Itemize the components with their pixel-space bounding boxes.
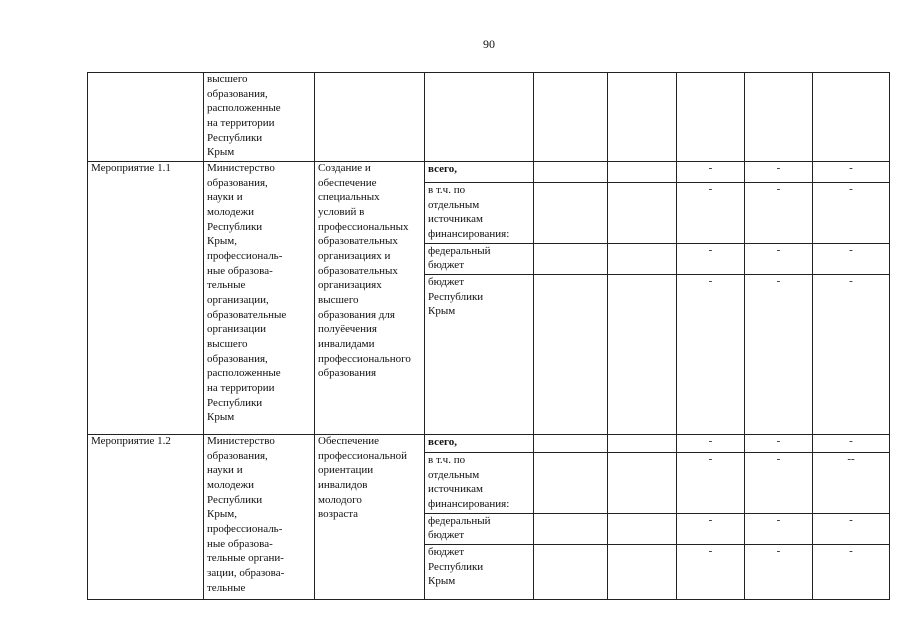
cell-text-line: отдельным [428, 468, 480, 481]
cell-text-line: бюджет [428, 545, 464, 558]
cell-text-line: Крым, [207, 235, 237, 248]
cell-text-line: Крым [207, 146, 235, 159]
cell-text-line: ные образова- [207, 264, 273, 277]
cell-text-line: финансирования: [428, 497, 510, 510]
cell-text-line: Создание и [318, 162, 371, 174]
description-cell [315, 434, 425, 599]
cell-text-line: образования [318, 367, 377, 380]
value-cell [608, 434, 677, 452]
cell-text-line: молодежи [207, 478, 254, 491]
cell-text-line: образования, [207, 87, 268, 100]
cell-text-line: организациях и [318, 249, 391, 262]
activity-1-2-total-row [88, 434, 890, 452]
cell-text-line: высшего [207, 337, 248, 350]
cell-text-line: профессиональных [318, 220, 409, 233]
cell-text-line: инвалидов [318, 478, 368, 491]
description-cell [315, 162, 425, 435]
value-cell: - [677, 183, 745, 244]
cell-text-line: Республики [207, 493, 263, 506]
continuation-row [88, 73, 890, 162]
value-cell [534, 452, 608, 513]
cell-text-line: Министерство [207, 434, 275, 447]
cell-text-line: профессиональной [318, 449, 407, 462]
activity-name: Мероприятие 1.1 [88, 162, 204, 435]
cell-text-line: образовательных [318, 235, 398, 248]
value-cell: - [745, 274, 813, 434]
cell-text-line: расположенные [207, 102, 281, 115]
executor-cell [204, 434, 315, 599]
activity-name-cell [88, 73, 204, 162]
value-cell: - [813, 434, 890, 452]
cell-text-line: образования, [207, 449, 268, 462]
cell-text-line: федеральный [428, 244, 491, 257]
value-cell [608, 513, 677, 544]
value-cell [813, 73, 890, 162]
value-cell: - [745, 513, 813, 544]
cell-text-line: молодого [318, 493, 362, 506]
funding-source-cell [425, 73, 534, 162]
description-cell [315, 73, 425, 162]
value-cell: - [813, 243, 890, 274]
cell-text-line: Крым [428, 575, 456, 588]
cell-text-line: Крым [207, 411, 235, 424]
value-cell [534, 434, 608, 452]
cell-text-line: образования, [207, 352, 268, 365]
cell-text-line: бюджет [428, 529, 464, 542]
value-cell: - [813, 183, 890, 244]
value-cell: - [745, 183, 813, 244]
cell-text-line: тельные [207, 279, 246, 292]
cell-text-line: ориентации [318, 464, 374, 477]
cell-text-line: условий в [318, 205, 365, 218]
value-cell: - [677, 243, 745, 274]
value-cell: - [745, 162, 813, 183]
value-cell [608, 243, 677, 274]
funding-source-federal [425, 513, 534, 544]
cell-text-line: инвалидами [318, 337, 375, 350]
cell-text-line: ные образова- [207, 537, 273, 550]
value-cell: - [745, 452, 813, 513]
value-cell [745, 73, 813, 162]
cell-text-line: источникам [428, 483, 483, 496]
value-cell: - [745, 434, 813, 452]
funding-source-total [425, 434, 534, 452]
cell-text-line: профессиональ- [207, 522, 283, 535]
cell-text-line: организации, [207, 293, 269, 306]
value-cell [534, 162, 608, 183]
budget-table [87, 72, 890, 600]
cell-text-line: финансирования: [428, 227, 510, 240]
cell-text-line: науки и [207, 464, 243, 477]
value-cell [534, 73, 608, 162]
value-cell [608, 162, 677, 183]
value-cell: - [813, 274, 890, 434]
value-cell: - [677, 544, 745, 599]
cell-text-line: организации [207, 323, 267, 336]
value-cell [534, 513, 608, 544]
funding-source-federal [425, 243, 534, 274]
cell-text-line: Крым [428, 305, 456, 318]
cell-text-line: возраста [318, 508, 359, 521]
cell-text-line: всего, [428, 435, 457, 448]
cell-text-line: Республики [207, 220, 263, 233]
cell-text-line: организациях [318, 279, 382, 292]
cell-text-line: на территории [207, 381, 275, 394]
value-cell [534, 544, 608, 599]
value-cell [608, 274, 677, 434]
cell-text-line: в т.ч. по [428, 184, 466, 196]
cell-text-line: образования для [318, 308, 395, 321]
cell-text-line: молодежи [207, 205, 254, 218]
value-cell [677, 73, 745, 162]
cell-text-line: на территории [207, 116, 275, 129]
value-cell: - [813, 544, 890, 599]
funding-source-republic [425, 274, 534, 434]
cell-text-line: зации, образова- [207, 566, 285, 579]
value-cell [534, 274, 608, 434]
funding-source-breakdown [425, 452, 534, 513]
page-number: 90 [483, 37, 495, 51]
cell-text-line: Республики [207, 131, 263, 144]
value-cell: - [813, 513, 890, 544]
funding-source-breakdown [425, 183, 534, 244]
executor-cell [204, 73, 315, 162]
cell-text-line: Обеспечение [318, 434, 379, 447]
cell-text-line: всего, [428, 163, 457, 175]
cell-text-line: расположенные [207, 367, 281, 380]
cell-text-line: полуёечения [318, 323, 377, 336]
value-cell: - [813, 162, 890, 183]
cell-text-line: образования, [207, 176, 268, 189]
value-cell [608, 452, 677, 513]
executor-cell [204, 162, 315, 435]
cell-text-line: Республики [428, 290, 484, 303]
cell-text-line: высшего [207, 73, 248, 85]
funding-source-total [425, 162, 534, 183]
cell-text-line: науки и [207, 191, 243, 204]
cell-text-line: тельные [207, 581, 246, 594]
cell-text-line: бюджет [428, 259, 464, 272]
cell-text-line: бюджет [428, 275, 464, 288]
cell-text-line: федеральный [428, 514, 491, 527]
cell-text-line: Республики [207, 396, 263, 409]
value-cell: - [677, 513, 745, 544]
cell-text-line: профессионального [318, 352, 411, 365]
value-cell: - [677, 162, 745, 183]
cell-text-line: в т.ч. по [428, 453, 466, 466]
value-cell: - [677, 274, 745, 434]
funding-source-republic [425, 544, 534, 599]
value-cell [608, 183, 677, 244]
cell-text-line: отдельным [428, 198, 480, 211]
cell-text-line: профессиональ- [207, 249, 283, 262]
cell-text-line: высшего [318, 293, 359, 306]
cell-text-line: образовательных [318, 264, 398, 277]
activity-name: Мероприятие 1.2 [88, 434, 204, 599]
value-cell: - [677, 434, 745, 452]
cell-text-line: Министерство [207, 162, 275, 174]
cell-text-line: источникам [428, 213, 483, 226]
cell-text-line: Республики [428, 560, 484, 573]
cell-text-line: Крым, [207, 508, 237, 521]
value-cell: - [745, 544, 813, 599]
value-cell: - [745, 243, 813, 274]
value-cell [534, 243, 608, 274]
activity-1-1-total-row [88, 162, 890, 183]
cell-text-line: образовательные [207, 308, 287, 321]
value-cell [608, 544, 677, 599]
cell-text-line: тельные органи- [207, 552, 284, 565]
value-cell: -- [813, 452, 890, 513]
cell-text-line: специальных [318, 191, 380, 204]
value-cell: - [677, 452, 745, 513]
cell-text-line: обеспечение [318, 176, 377, 189]
value-cell [608, 73, 677, 162]
value-cell [534, 183, 608, 244]
